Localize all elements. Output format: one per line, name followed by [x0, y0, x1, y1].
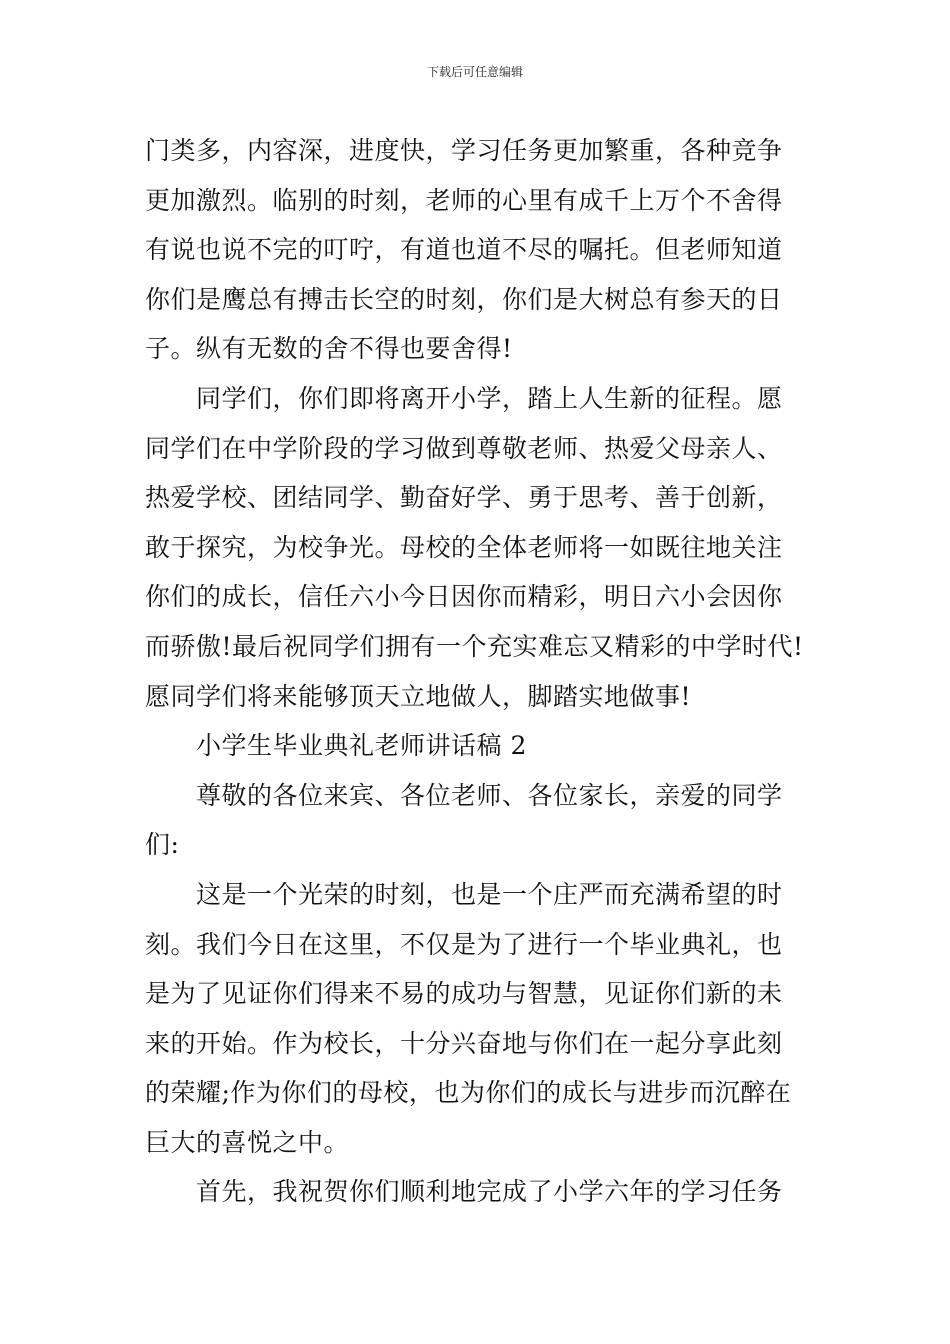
- text-line: 们:: [145, 830, 180, 860]
- text-line: 你们是鹰总有搏击长空的时刻，你们是大树总有参天的日: [145, 284, 783, 314]
- text-line: 而骄傲!最后祝同学们拥有一个充实难忘又精彩的中学时代!: [145, 631, 804, 661]
- text-line: 子。纵有无数的舍不得也要舍得!: [145, 334, 513, 364]
- text-line: 有说也说不完的叮咛，有道也道不尽的嘱托。但老师知道: [145, 235, 783, 265]
- text-line: 的荣耀;作为你们的母校，也为你们的成长与进步而沉醉在: [145, 1078, 792, 1108]
- page-header: 下载后可任意编辑: [426, 65, 523, 79]
- text-line: 愿同学们将来能够顶天立地做人，脚踏实地做事!: [145, 681, 692, 711]
- text-line: 刻。我们今日在这里，不仅是为了进行一个毕业典礼，也: [145, 929, 783, 959]
- text-line: 巨大的喜悦之中。: [145, 1127, 350, 1157]
- text-line: 更加激烈。临别的时刻，老师的心里有成千上万个不舍得: [145, 185, 783, 215]
- text-line: 门类多，内容深，进度快，学习任务更加繁重，各种竞争: [145, 136, 783, 165]
- text-line: 小学生毕业典礼老师讲话稿 2: [196, 731, 527, 761]
- text-line: 你们的成长，信任六小今日因你而精彩，明日六小会因你: [145, 582, 783, 612]
- text-line: 敢于探究，为校争光。母校的全体老师将一如既往地关注: [145, 532, 783, 562]
- text-line: 是为了见证你们得来不易的成功与智慧，见证你们新的未: [145, 979, 783, 1009]
- text-line: 来的开始。作为校长，十分兴奋地与你们在一起分享此刻: [145, 1028, 783, 1058]
- text-line: 同学们在中学阶段的学习做到尊敬老师、热爱父母亲人、: [145, 433, 783, 463]
- text-line: 这是一个光荣的时刻，也是一个庄严而充满希望的时: [196, 879, 783, 909]
- text-line: 尊敬的各位来宾、各位老师、各位家长，亲爱的同学: [196, 780, 783, 810]
- text-line: 同学们，你们即将离开小学，踏上人生新的征程。愿: [196, 383, 783, 413]
- text-line: 热爱学校、团结同学、勤奋好学、勇于思考、善于创新，: [145, 483, 783, 513]
- document-body: [145, 126, 825, 1217]
- text-line: 首先，我祝贺你们顺利地完成了小学六年的学习任务: [196, 1177, 783, 1207]
